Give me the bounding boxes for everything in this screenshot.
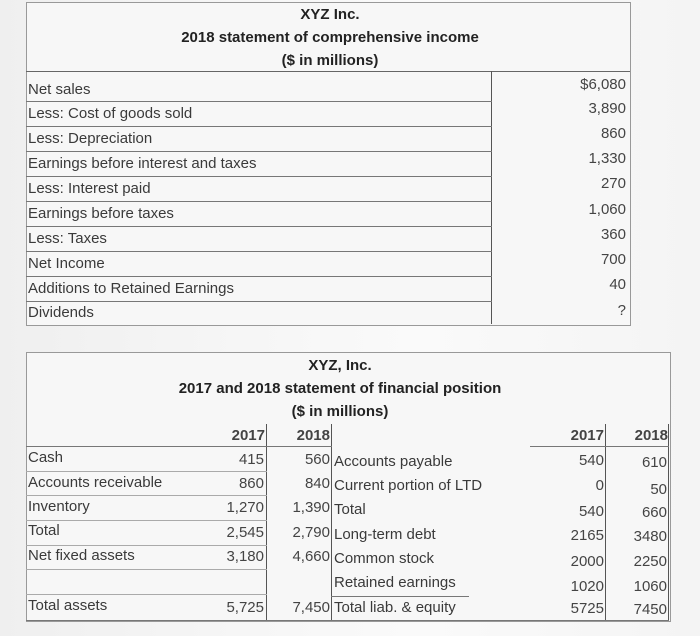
income-row-value: 860	[600, 125, 626, 142]
income-row-label: Earnings before interest and taxes	[28, 155, 257, 172]
liability-2018-value: 50	[650, 481, 667, 498]
income-row-label: Less: Cost of goods sold	[28, 105, 193, 122]
asset-2018-value: 840	[304, 475, 330, 492]
income-row-label: Less: Depreciation	[28, 130, 153, 147]
income-row-value: $6,080	[580, 76, 626, 93]
income-row-value: 40	[609, 276, 626, 293]
liability-row-label: Total	[334, 501, 366, 518]
liability-2018-value: 610	[641, 454, 667, 471]
income-row-label: Dividends	[28, 304, 94, 321]
income-row-label: Net sales	[28, 81, 91, 98]
income-row-value: ?	[617, 302, 626, 319]
asset-2018-value: 7,450	[292, 599, 330, 616]
income-units: ($ in millions)	[281, 52, 379, 69]
liability-2017-value: 540	[578, 452, 604, 469]
liability-2017-value: 0	[595, 477, 604, 494]
asset-2017-value: 1,270	[226, 499, 264, 516]
liability-2017-value: 540	[578, 503, 604, 520]
liability-row-label: Retained earnings	[334, 574, 456, 591]
liability-2018-value: 2250	[633, 553, 667, 570]
balance-units: ($ in millions)	[291, 403, 389, 420]
income-row-value: 360	[600, 226, 626, 243]
income-row-value: 1,330	[588, 150, 626, 167]
income-subtitle: 2018 statement of comprehensive income	[181, 29, 479, 46]
income-row-label: Less: Interest paid	[28, 180, 151, 197]
liability-2017-value: 2165	[570, 527, 604, 544]
header-divider	[26, 71, 630, 72]
liability-2018-value: 7450	[633, 601, 667, 618]
liability-2017-value: 5725	[570, 600, 604, 617]
liability-2017-value: 2000	[570, 553, 604, 570]
asset-row-label: Total	[28, 522, 60, 539]
income-row-value: 700	[600, 251, 626, 268]
asset-row-label: Inventory	[28, 498, 90, 515]
liability-2018-value: 3480	[633, 528, 667, 545]
liab-2017-header: 2017	[570, 427, 604, 444]
asset-2017-value: 860	[238, 475, 264, 492]
liability-row-label: Long-term debt	[334, 526, 436, 543]
asset-row-label: Cash	[28, 449, 64, 466]
assets-2017-header: 2017	[231, 427, 265, 444]
income-row-value: 3,890	[588, 100, 626, 117]
asset-2018-value: 560	[304, 451, 330, 468]
asset-2017-value: 2,545	[226, 524, 264, 541]
income-row-label: Additions to Retained Earnings	[28, 280, 234, 297]
liability-row-label: Total liab. & equity	[334, 599, 456, 616]
assets-2018-header: 2018	[296, 427, 330, 444]
income-row-value: 1,060	[588, 201, 626, 218]
asset-row-label: Total assets	[28, 597, 108, 614]
liability-row-label: Common stock	[334, 550, 435, 567]
asset-2018-value: 1,390	[292, 499, 330, 516]
asset-row-label: Accounts receivable	[28, 474, 163, 491]
income-row-label: Earnings before taxes	[28, 205, 174, 222]
liability-row-label: Accounts payable	[334, 453, 453, 470]
income-row-label: Less: Taxes	[28, 230, 107, 247]
asset-2017-value: 5,725	[226, 599, 264, 616]
liability-2018-value: 660	[641, 504, 667, 521]
asset-2018-value: 4,660	[292, 548, 330, 565]
asset-2018-value: 2,790	[292, 524, 330, 541]
asset-row-label: Net fixed assets	[28, 547, 135, 564]
liability-row-label: Current portion of LTD	[334, 477, 483, 494]
liability-2018-value: 1060	[633, 578, 667, 595]
asset-2017-value: 3,180	[226, 548, 264, 565]
asset-2017-value: 415	[238, 451, 264, 468]
liab-2018-header: 2018	[634, 427, 668, 444]
balance-title: XYZ, Inc.	[308, 357, 372, 374]
column-divider	[491, 71, 492, 324]
income-row-value: 270	[600, 175, 626, 192]
balance-subtitle: 2017 and 2018 statement of financial position	[178, 380, 502, 397]
liability-2017-value: 1020	[570, 578, 604, 595]
income-title: XYZ Inc.	[300, 6, 360, 23]
income-row-label: Net Income	[28, 255, 105, 272]
